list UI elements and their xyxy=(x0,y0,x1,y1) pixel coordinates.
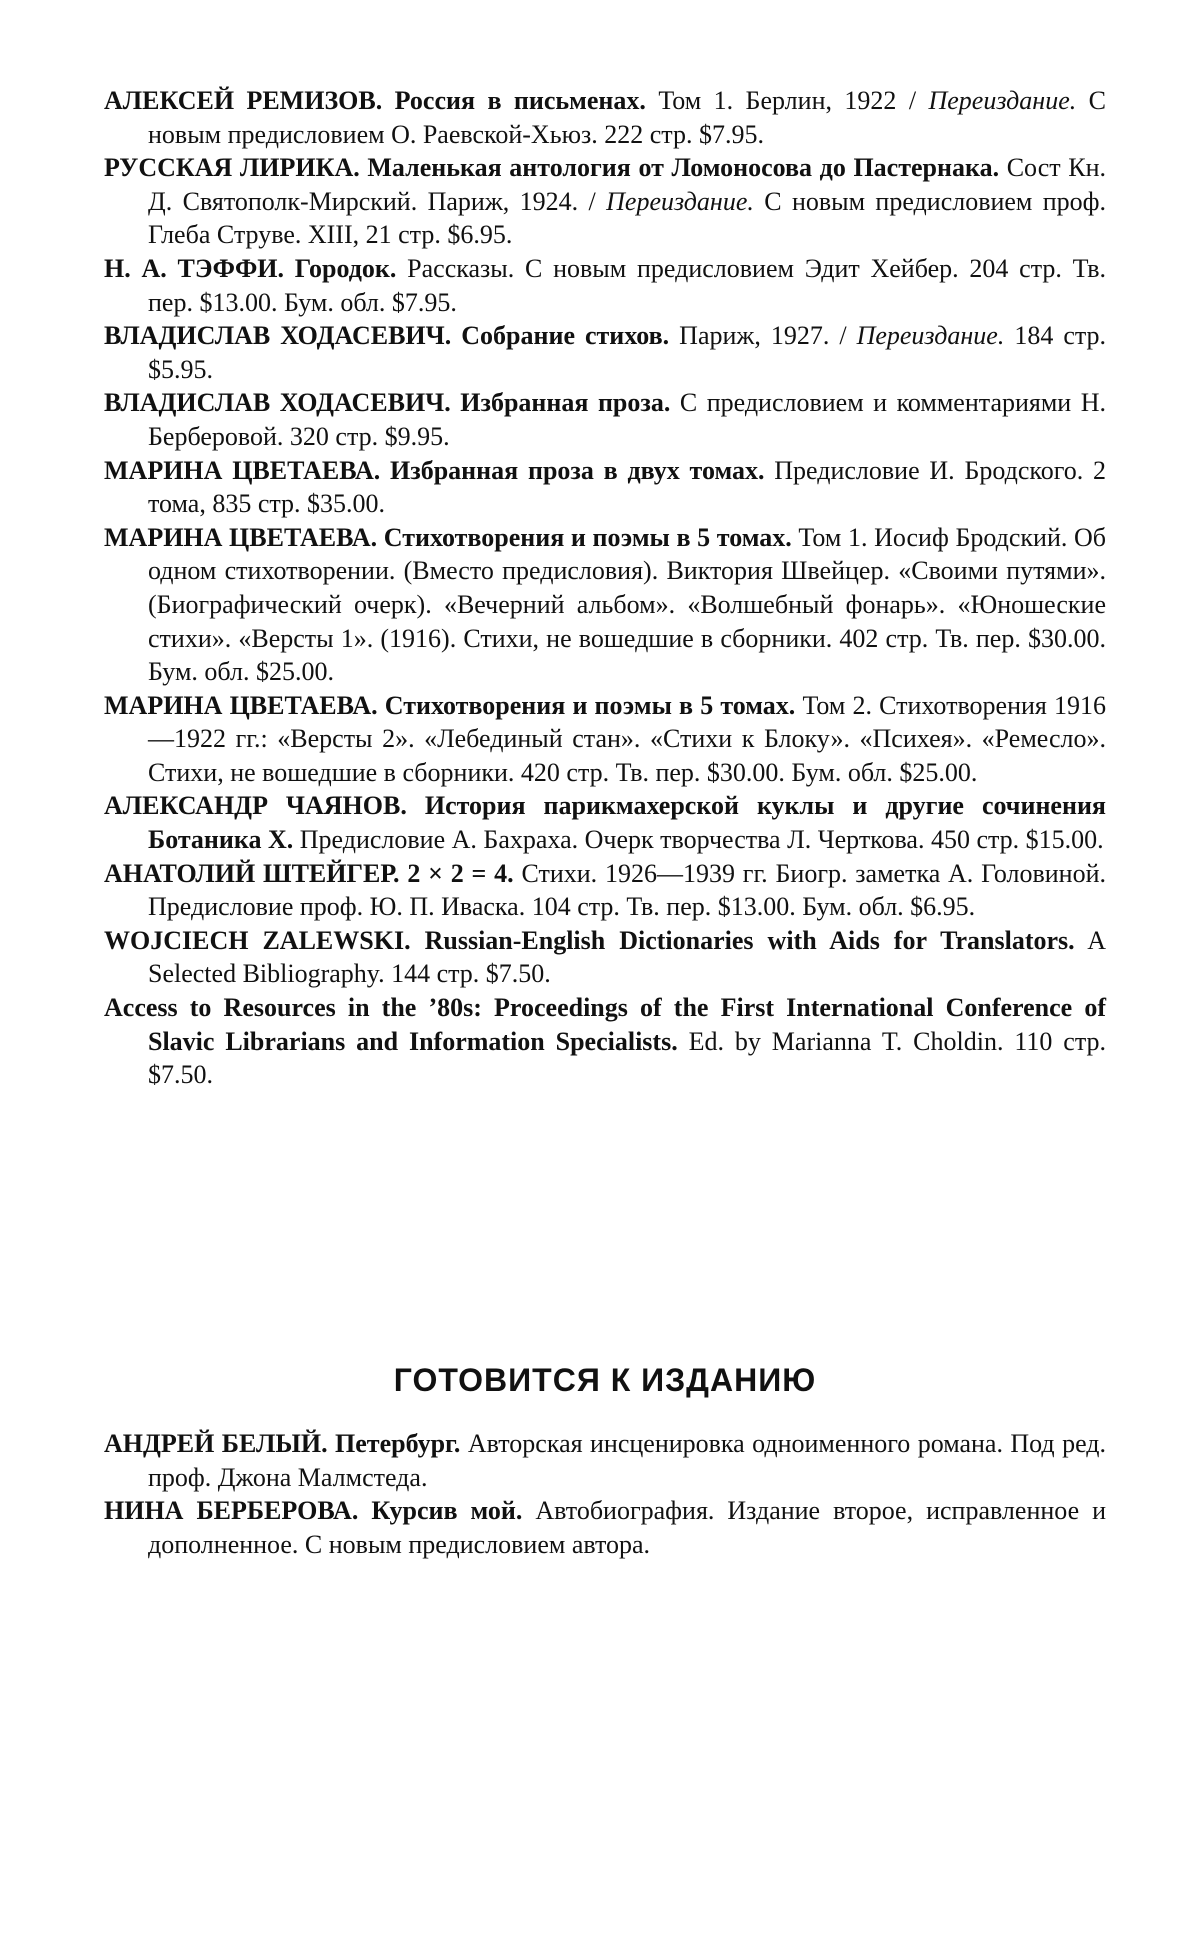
entry-title: Russian-English Dictionaries with Aids for Translators. xyxy=(424,925,1075,955)
entry-title: Россия в письменах. xyxy=(394,86,646,115)
entry-text: Стихи. 1926—1939 гг. Биогр. заметка А. Головиной. Предисловие проф. Ю. П. Иваска. 104 стр. Тв. пер. $13.00. Бум. обл. $6.95. xyxy=(148,858,1107,922)
entry-author: РУССКАЯ ЛИРИКА. xyxy=(104,153,360,183)
entry-author: МАРИНА ЦВЕТАЕВА. xyxy=(104,522,378,552)
entry-text: Сост Кн. Д. Святополк-Мирский. Париж, 1924. / xyxy=(148,153,1107,216)
entry-title: Избранная проза. xyxy=(460,388,671,418)
entry-title: Петербург. xyxy=(335,1429,461,1458)
catalog-list xyxy=(104,84,1106,1092)
upcoming-entry xyxy=(104,1427,1106,1494)
entry-text: Ed. by Marianna T. Choldin. 110 стр. $7.50. xyxy=(148,1026,1107,1090)
upcoming-entry xyxy=(104,1494,1106,1561)
catalog-entry xyxy=(104,386,1106,453)
entry-reprint: Переиздание. xyxy=(606,186,754,216)
entry-title: 2 × 2 = 4. xyxy=(407,858,514,888)
catalog-entry xyxy=(104,521,1106,689)
entry-title: Стихотворения и поэмы в 5 томах. xyxy=(383,522,792,552)
entry-author: АЛЕКСЕЙ РЕМИЗОВ. xyxy=(104,86,383,115)
catalog-entry xyxy=(104,252,1106,319)
entry-title: Городок. xyxy=(294,253,397,283)
entry-title: Access to Resources in the ’80s: Proceedings of the First International Conference of Slavic Librarians and Information Specialists. xyxy=(104,993,1106,1056)
catalog-entry xyxy=(104,991,1106,1092)
entry-author: Н. А. ТЭФФИ. xyxy=(104,253,285,283)
entry-text: Предисловие А. Бахраха. Очерк творчества Л. Черткова. 450 стр. $15.00. xyxy=(299,825,1104,855)
entry-title: Курсив мой. xyxy=(371,1496,523,1526)
entry-author: ВЛАДИСЛАВ ХОДАСЕВИЧ. xyxy=(104,321,452,351)
section-heading: ГОТОВИТСЯ К ИЗДАНИЮ xyxy=(393,1362,817,1398)
entry-text: Том 1. Иосиф Бродский. Об одном стихотворении. (Вместо предисловия). Виктория Швейцер. «Своими путями». (Биографический очерк). «Вечерний альбом». «Волшебный фонарь». «Юношеские стихи». «Версты 1». (1916). Стихи, не вошедшие в сборники. 402 стр. Тв. пер. $30.00. Бум. обл. $25.00. xyxy=(148,522,1106,687)
entry-text: Рассказы. С новым предисловием Эдит Хейбер. 204 стр. Тв. пер. $13.00. Бум. обл. $7.95. xyxy=(148,253,1107,317)
entry-reprint: Переиздание. xyxy=(928,86,1077,115)
upcoming-list xyxy=(104,1427,1106,1561)
entry-details: С новым предисловием проф. Глеба Струве. XIII, 21 стр. $6.95. xyxy=(148,186,1107,250)
entry-details: 184 стр. $5.95. xyxy=(148,321,1107,384)
entry-text: Том 1. Берлин, 1922 / xyxy=(658,86,917,115)
entry-text: Париж, 1927. / xyxy=(679,321,847,351)
entry-text: Предисловие И. Бродского. 2 тома, 835 стр. $35.00. xyxy=(148,455,1107,519)
entry-author: WOJCIECH ZALEWSKI. xyxy=(104,925,411,955)
entry-author: НИНА БЕРБЕРОВА. xyxy=(104,1496,359,1526)
entry-reprint: Переиздание. xyxy=(856,321,1005,351)
entry-author: АНДРЕЙ БЕЛЫЙ. xyxy=(104,1429,328,1458)
entry-text: Том 2. Стихотворения 1916—1922 гг.: «Версты 2». «Лебединый стан». «Стихи к Блоку». «Психея». «Ремесло». Стихи, не вошедшие в сборники. 420 стр. Тв. пер. $30.00. Бум. обл. $25.00. xyxy=(148,690,1107,787)
catalog-entry xyxy=(104,84,1106,151)
catalog-entry xyxy=(104,454,1106,521)
entry-title: Собрание стихов. xyxy=(461,321,670,351)
entry-title: Избранная проза в двух томах. xyxy=(390,455,765,485)
catalog-entry xyxy=(104,924,1106,991)
entry-author: МАРИНА ЦВЕТАЕВА. xyxy=(104,690,378,720)
entry-text: Автобиография. Издание второе, исправленное и дополненное. С новым предисловием автора. xyxy=(148,1496,1107,1559)
catalog-entry xyxy=(104,857,1106,924)
entry-text: A Selected Bibliography. 144 стр. $7.50. xyxy=(148,925,1106,989)
catalog-entry xyxy=(104,689,1106,790)
entry-author: ВЛАДИСЛАВ ХОДАСЕВИЧ. xyxy=(104,388,451,418)
entry-author: АНАТОЛИЙ ШТЕЙГЕР. xyxy=(104,858,400,888)
catalog-entry xyxy=(104,319,1106,386)
entry-text: Авторская инсценировка одноименного романа. Под ред. проф. Джона Малмстеда. xyxy=(148,1429,1107,1492)
catalog-entry xyxy=(104,151,1106,252)
entry-text: С предисловием и комментариями Н. Берберовой. 320 стр. $9.95. xyxy=(148,388,1107,451)
entry-title: История парикмахерской куклы и другие сочинения Ботаника X. xyxy=(148,791,1107,855)
entry-details: С новым предисловием О. Раевской-Хьюз. 222 стр. $7.95. xyxy=(148,86,1106,149)
catalog-entry xyxy=(104,789,1106,856)
entry-title: Стихотворения и поэмы в 5 томах. xyxy=(384,690,796,720)
entry-title: Маленькая антология от Ломоносова до Пастернака. xyxy=(367,153,1000,183)
entry-author: АЛЕКСАНДР ЧАЯНОВ. xyxy=(104,791,407,821)
entry-author: МАРИНА ЦВЕТАЕВА. xyxy=(104,455,381,485)
